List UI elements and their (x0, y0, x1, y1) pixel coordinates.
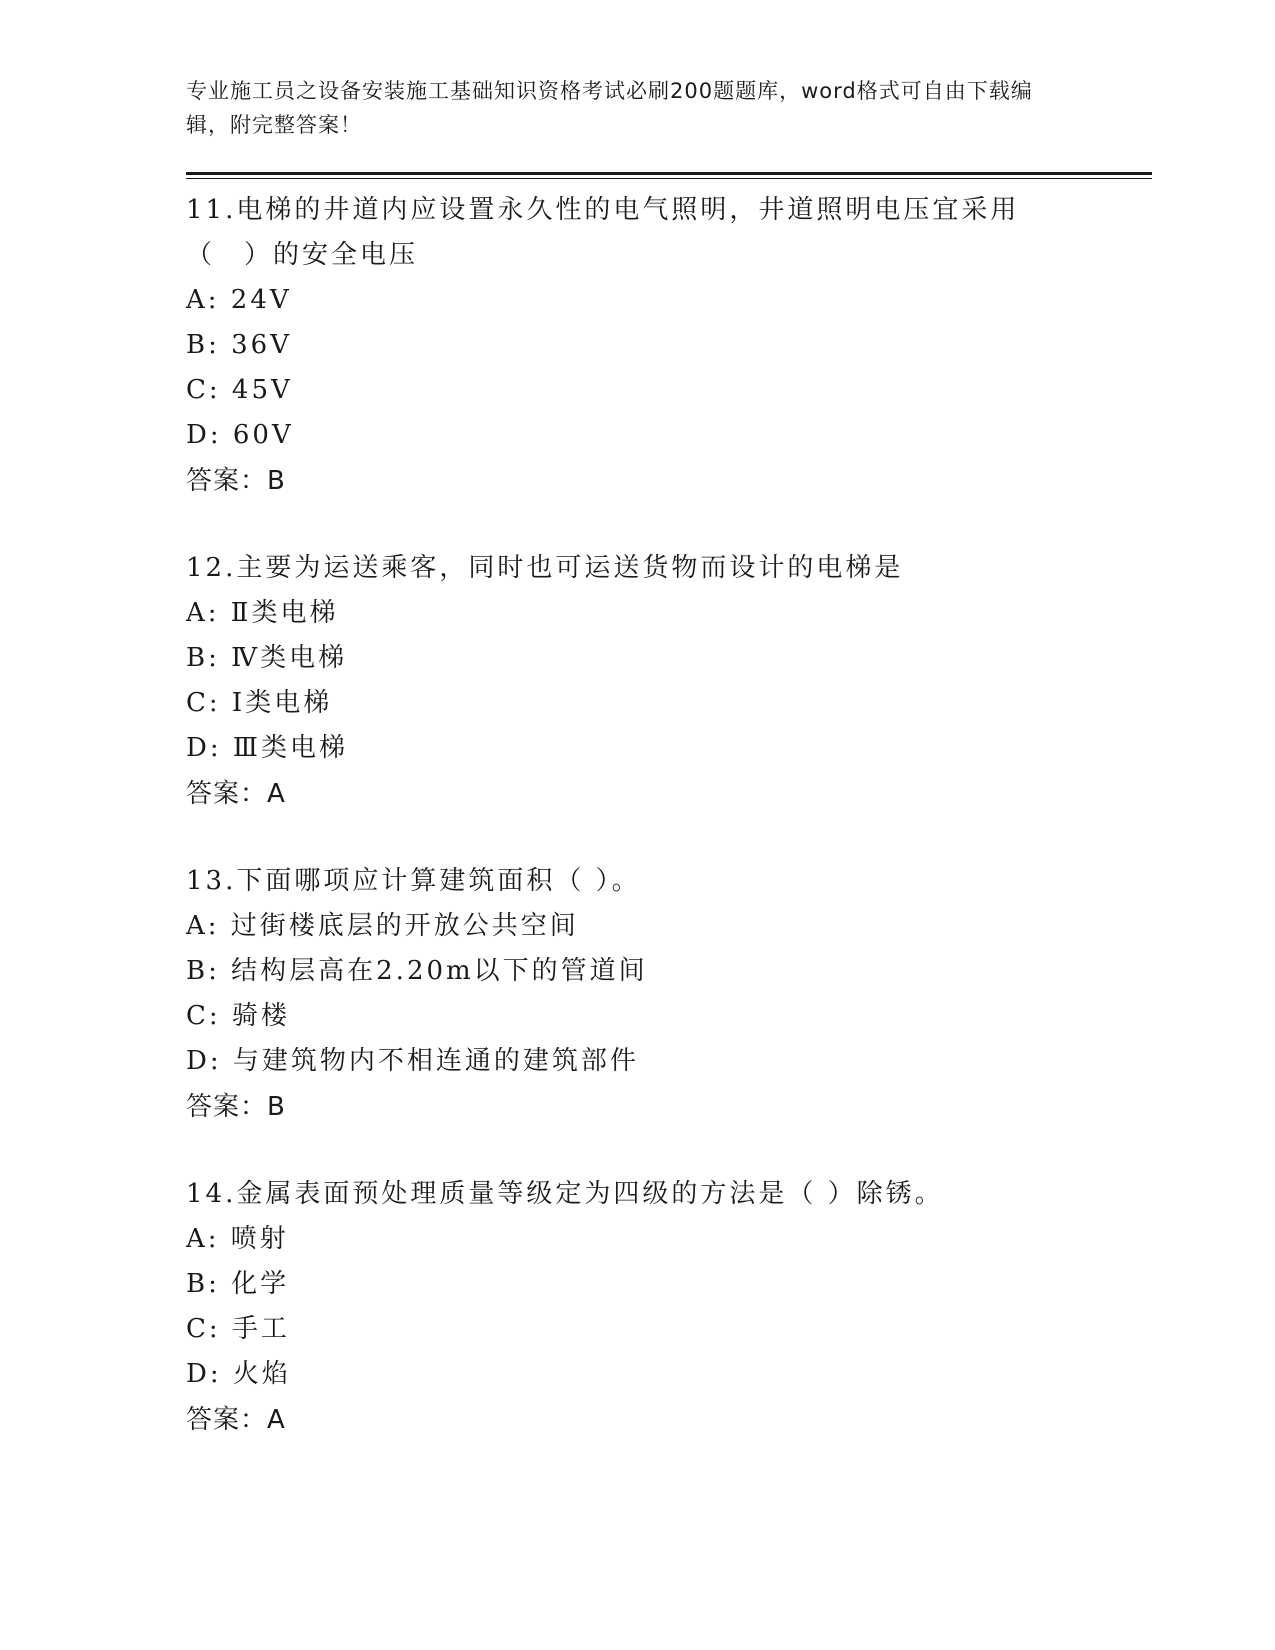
answer-line: 答案：B (186, 1092, 286, 1122)
question-list (186, 188, 1106, 1443)
option-d: D: 火焰 (186, 1359, 291, 1389)
option-b: B: 化学 (186, 1269, 290, 1299)
document-header: 专业施工员之设备安装施工基础知识资格考试必刷200题题库，word格式可自由下载编辑，附完整答案！ (186, 79, 1033, 137)
question-gap (186, 1130, 1106, 1172)
question-gap (186, 817, 1106, 859)
option-c: C: 骑楼 (186, 1001, 290, 1031)
option-d: D: 60V (186, 420, 294, 450)
answer-line: 答案：B (186, 466, 286, 496)
option-d: D: 与建筑物内不相连通的建筑部件 (186, 1046, 639, 1076)
option-c: C: 45V (186, 375, 293, 405)
header-rule-thick (186, 172, 1152, 175)
option-b: B: 36V (186, 330, 292, 360)
answer-line: 答案：A (186, 779, 286, 809)
option-a: A: 喷射 (186, 1224, 289, 1254)
question-stem: 14.金属表面预处理质量等级定为四级的方法是（ ）除锈。 (186, 1179, 944, 1209)
question-stem: 12.主要为运送乘客，同时也可运送货物而设计的电梯是 (186, 553, 904, 583)
question-stem: 11.电梯的井道内应设置永久性的电气照明，井道照明电压宜采用（ ）的安全电压 (186, 195, 1020, 270)
option-d: D: Ⅲ类电梯 (186, 733, 348, 763)
answer-line: 答案：A (186, 1405, 286, 1435)
option-c: C: 手工 (186, 1314, 290, 1344)
question-12 (186, 546, 1106, 817)
question-11 (186, 188, 1106, 504)
question-gap (186, 504, 1106, 546)
header-rule-thin (186, 178, 1152, 179)
question-14 (186, 1172, 1106, 1443)
option-a: A: 24V (186, 285, 292, 315)
option-c: C: Ⅰ类电梯 (186, 688, 333, 718)
option-a: A: Ⅱ类电梯 (186, 598, 339, 628)
question-stem: 13.下面哪项应计算建筑面积（ ）。 (186, 866, 641, 896)
option-a: A: 过街楼底层的开放公共空间 (186, 911, 579, 941)
option-b: B: Ⅳ类电梯 (186, 643, 348, 673)
question-13 (186, 859, 1106, 1130)
option-b: B: 结构层高在2.20m以下的管道间 (186, 956, 648, 986)
